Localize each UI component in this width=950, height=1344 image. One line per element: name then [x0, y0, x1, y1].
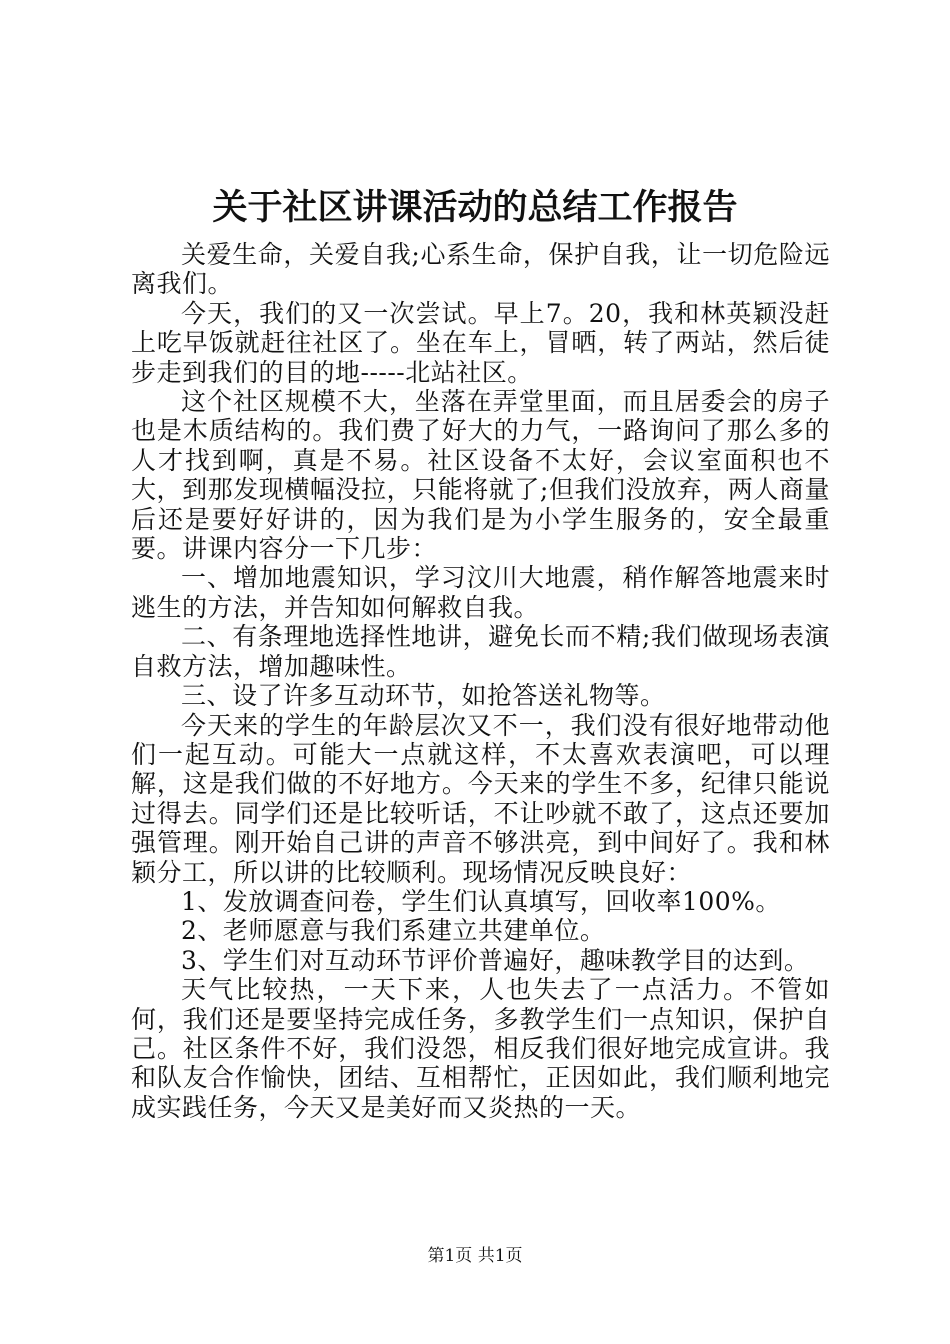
- paragraph-result-three: 3、学生们对互动环节评价普遍好，趣味教学目的达到。: [181, 945, 810, 975]
- paragraph-morning-trip: 今天，我们的又一次尝试。早上7。20，我和林英颖没赶上吃早饭就赶往社区了。坐在车上，冒晒，转了两站，然后徒步走到我们的目的地-----北站社区。: [131, 298, 830, 387]
- document-title: 关于社区讲课活动的总结工作报告: [212, 187, 738, 228]
- paragraph-result-two: 2、老师愿意与我们系建立共建单位。: [181, 916, 606, 946]
- paragraph-reflection: 今天来的学生的年龄层次又不一，我们没有很好地带动他们一起互动。可能大一点就这样，不太喜欢表演吧，可以理解，这是我们做的不好地方。今天来的学生不多，纪律只能说过得去。同学们还是比较听话，不让吵就不敢了，这点还要加强管理。刚开始自己讲的声音不够洪亮，到中间好了。我和林颖分工，所以讲的比较顺利。现场情况反映良好：: [131, 710, 830, 887]
- paragraph-step-one: 一、增加地震知识，学习汶川大地震，稍作解答地震来时逃生的方法，并告知如何解救自我。: [131, 563, 830, 622]
- paragraph-intro: 关爱生命，关爱自我;心系生命，保护自我，让一切危险远离我们。: [131, 240, 830, 299]
- paragraph-community-description: 这个社区规模不大，坐落在弄堂里面，而且居委会的房子也是木质结构的。我们费了好大的力气，一路询问了那么多的人才找到啊，真是不易。社区设备不太好，会议室面积也不大，到那发现横幅没拉，只能将就了;但我们没放弃，两人商量后还是要好好讲的，因为我们是为小学生服务的，安全最重要。讲课内容分一下几步：: [131, 387, 830, 564]
- paragraph-step-two: 二、有条理地选择性地讲，避免长而不精;我们做现场表演自救方法，增加趣味性。: [131, 622, 830, 681]
- document-body: [131, 240, 830, 1122]
- paragraph-step-three: 三、设了许多互动环节，如抢答送礼物等。: [181, 681, 666, 711]
- page-number-footer: 第1页 共1页: [427, 1246, 523, 1266]
- paragraph-result-one: 1、发放调查问卷，学生们认真填写，回收率100%。: [181, 886, 781, 916]
- paragraph-conclusion: 天气比较热，一天下来，人也失去了一点活力。不管如何，我们还是要坚持完成任务，多教学生们一点知识，保护自己。社区条件不好，我们没怨，相反我们很好地完成宣讲。我和队友合作愉快，团结、互相帮忙，正因如此，我们顺利地完成实践任务，今天又是美好而又炎热的一天。: [131, 975, 830, 1122]
